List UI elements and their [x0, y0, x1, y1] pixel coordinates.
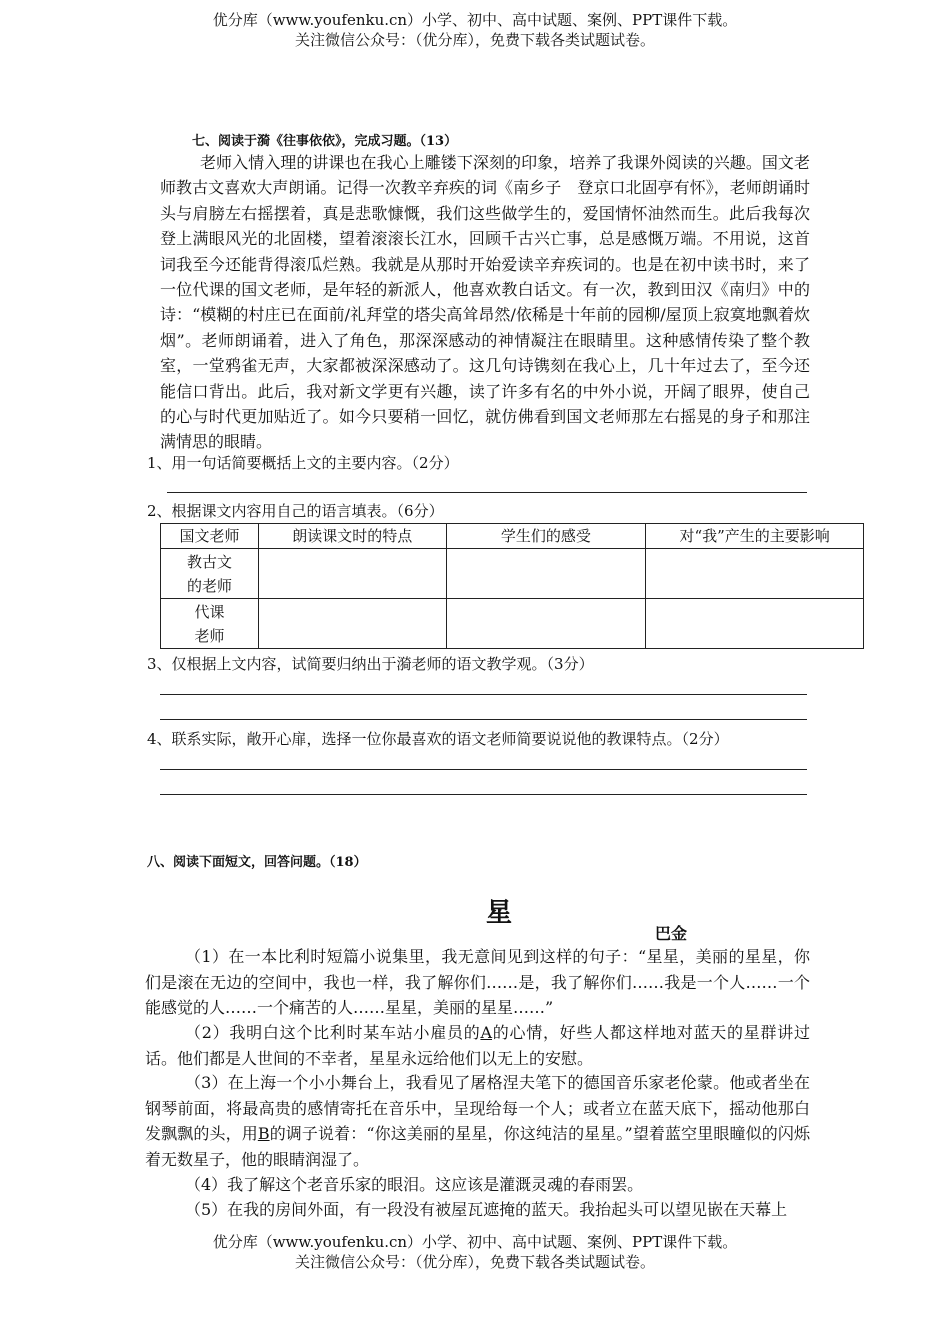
table-cell-blank[interactable] — [258, 599, 446, 649]
header-line-1: 优分库（www.youfenku.cn）小学、初中、高中试题、案例、PPT课件下载。 — [212, 11, 738, 29]
table-header-reading: 朗读课文时的特点 — [258, 524, 446, 549]
table-cell-blank[interactable] — [258, 549, 446, 599]
answer-line-4b — [160, 794, 807, 795]
question-1: 1、用一句话简要概括上文的主要内容。（2分） — [147, 454, 459, 472]
table-cell-blank[interactable] — [446, 599, 646, 649]
question-3: 3、仅根据上文内容，试简要归纳出于漪老师的语文教学观。（3分） — [147, 655, 594, 673]
section-7-passage: 老师入情入理的讲课也在我心上雕镂下深刻的印象，培养了我课外阅读的兴趣。国文老师教古文喜欢大声朗诵。记得一次教辛弃疾的词《南乡子 登京口北固亭有怀》，老师朗诵时头与肩膀左右摇摆着，真是悲歌慷慨，我们这些做学生的，爱国情怀油然而生。此后我每次登上满眼风光的北固楼，望着滚滚长江水，回顾千古兴亡事，总是感慨万端。不用说，这首词我至今还能背得滚瓜烂熟。我就是从那时开始爱读辛弃疾词的。也是在初中读书时，来了一位代课的国文老师，是年轻的新派人，他喜欢教白话文。有一次，教到田汉《南归》中的诗：“模糊的村庄已在面前/礼拜堂的塔尖高耸昂然/依稀是十年前的园柳/屋顶上寂寞地飘着炊烟”。老师朗诵着，进入了角色，那深深感动的神情凝注在眼睛里。这种感情传染了整个教室，一堂鸦雀无声，大家都被深深感动了。这几句诗镌刻在我心上，几十年过去了，至今还能信口背出。此后，我对新文学更有兴趣，读了许多有名的中外小说，开阔了眼界，使自己的心与时代更加贴近了。如今只要稍一回忆，就仿佛看到国文老师那左右摇晃的身子和那注满情思的眼睛。 — [160, 153, 810, 452]
page-header — [0, 10, 950, 50]
header-line-2: 关注微信公众号：（优分库），免费下载各类试题试卷。 — [294, 31, 655, 49]
essay-paragraph-2: （2）我明白这个比利时某车站小雇员的A的心情，好些人都这样地对蓝天的星群讲过话。他们都是人世间的不幸者，星星永远给他们以无上的安慰。 — [145, 1023, 810, 1068]
essay-paragraph-4: （4）我了解这个老音乐家的眼泪。这应该是灌溉灵魂的春雨罢。 — [185, 1175, 644, 1194]
blank-marker-a: A — [480, 1023, 492, 1042]
essay-author: 巴金 — [655, 924, 688, 943]
table-row-label-substitute: 代课老师 — [161, 599, 259, 649]
footer-line-1: 优分库（www.youfenku.cn）小学、初中、高中试题、案例、PPT课件下载。 — [212, 1233, 738, 1251]
answer-line-4a — [160, 769, 807, 770]
page-footer — [0, 1232, 950, 1272]
table-cell-blank[interactable] — [446, 549, 646, 599]
answer-line-1 — [167, 492, 807, 493]
table-header-influence: 对“我”产生的主要影响 — [646, 524, 864, 549]
table-row-label-classical: 教古文的老师 — [161, 549, 259, 599]
fill-in-table — [160, 523, 864, 649]
table-cell-blank[interactable] — [646, 549, 864, 599]
essay-paragraph-3: （3）在上海一个小小舞台上，我看见了屠格涅夫笔下的德国音乐家老伦蒙。他或者坐在钢琴前面，将最高贵的感情寄托在音乐中，呈现给每一个人；或者立在蓝天底下，摇动他那白发飘飘的头，用B的调子说着：“你这美丽的星星，你这纯洁的星星。”望着蓝空里眼瞳似的闪烁着无数星子，他的眼睛润湿了。 — [145, 1073, 810, 1169]
section-7-title: 七、阅读于漪《往事依依》，完成习题。（13） — [192, 134, 458, 149]
table-header-teacher: 国文老师 — [161, 524, 259, 549]
question-4: 4、联系实际，敞开心扉，选择一位你最喜欢的语文老师简要说说他的教课特点。（2分） — [147, 730, 729, 748]
footer-line-2: 关注微信公众号：（优分库），免费下载各类试题试卷。 — [294, 1253, 655, 1271]
table-cell-blank[interactable] — [646, 599, 864, 649]
answer-line-3b — [160, 719, 807, 720]
question-2: 2、根据课文内容用自己的语言填表。（6分） — [147, 502, 444, 520]
table-header-feeling: 学生们的感受 — [446, 524, 646, 549]
section-8-title: 八、阅读下面短文，回答问题。（18） — [147, 855, 367, 870]
answer-line-3a — [160, 694, 807, 695]
blank-marker-b: B — [257, 1124, 270, 1143]
essay-paragraph-1: （1）在一本比利时短篇小说集里，我无意间见到这样的句子：“星星，美丽的星星，你们是滚在无边的空间中，我也一样，我了解你们……是，我了解你们……我是一个人……一个能感觉的人……一个痛苦的人……星星，美丽的星星……” — [145, 947, 810, 1017]
essay-title: 星 — [485, 898, 512, 928]
essay-paragraph-5: （5）在我的房间外面，有一段没有被屋瓦遮掩的蓝天。我抬起头可以望见嵌在天幕上 — [185, 1200, 788, 1219]
